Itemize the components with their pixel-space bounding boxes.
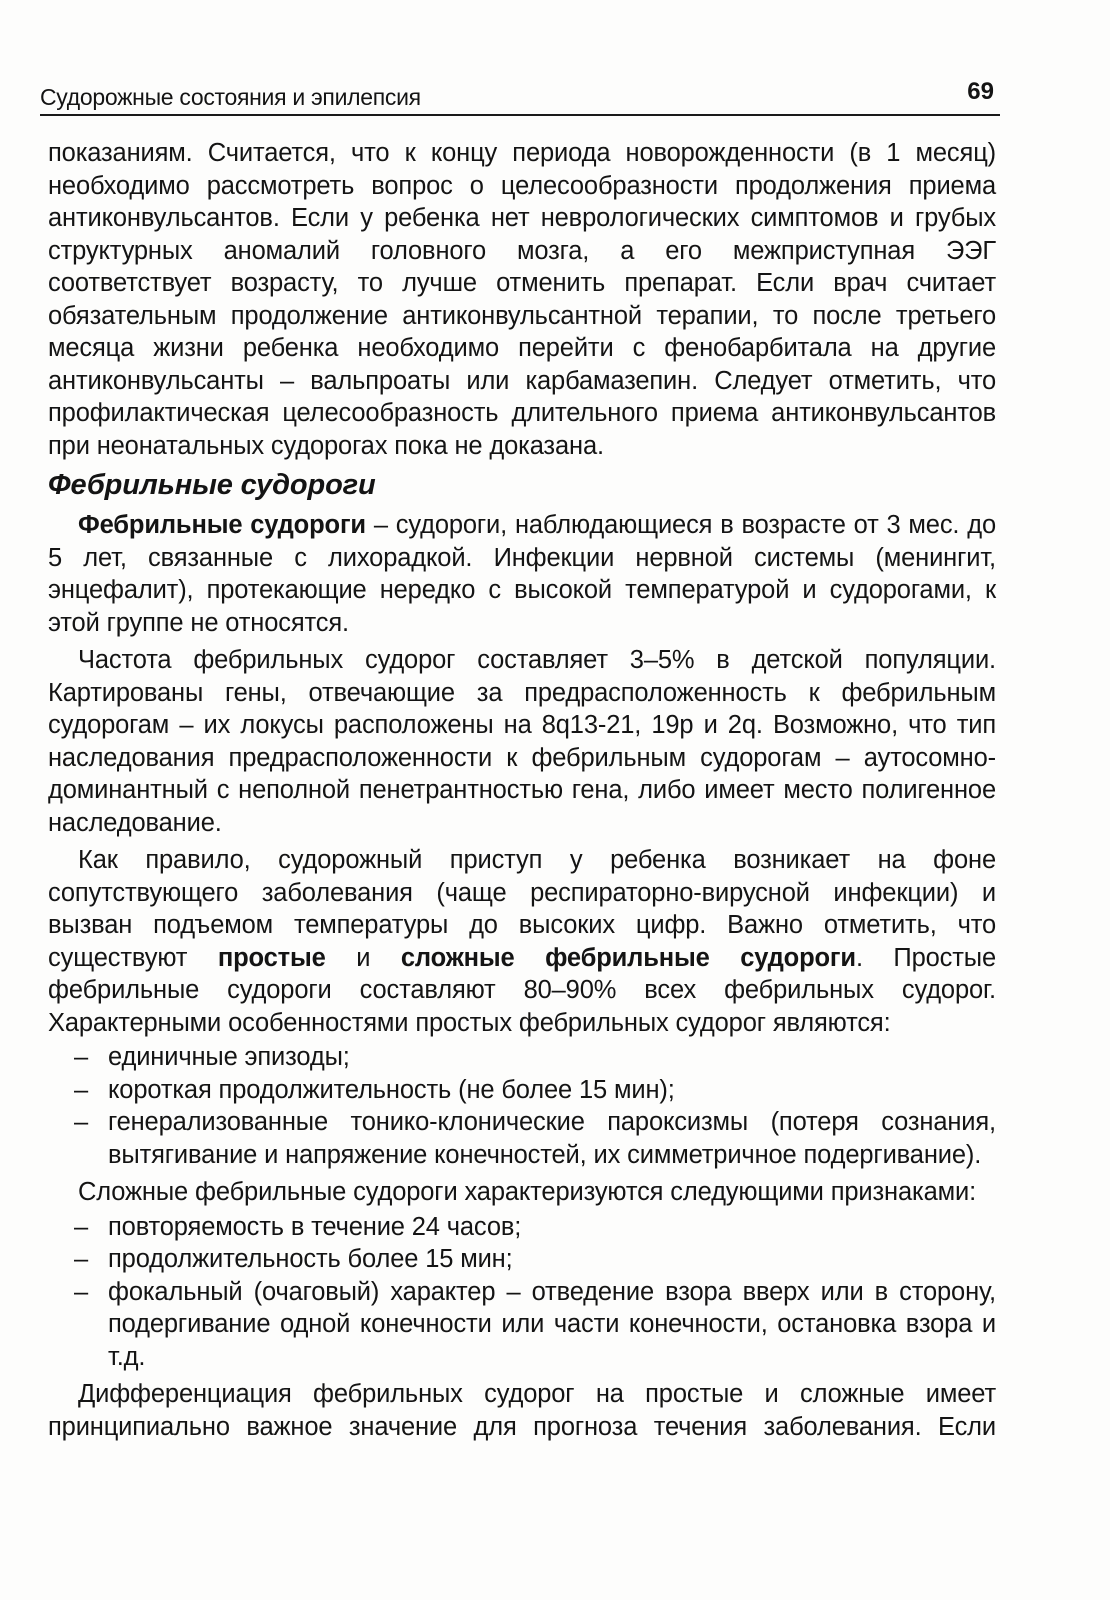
list-item: – генерализованные тонико-клонические пароксизмы (потеря сознания, вытягивание и напряжение конечностей, их симметричное подергивание). [48,1106,996,1171]
definition-text: – судороги, наблюдающиеся в возрасте от 3 мес. до 5 лет, связанные с лихорадкой. Инфекции нервной системы (менингит, энцефалит), протекающие нередко с высокой температурой и судорогами, к этой группе не относятся. [48,511,996,637]
list-item: – продолжительность более 15 мин; [48,1243,996,1276]
section-heading: Фебрильные судороги [48,469,376,501]
definition-paragraph [48,509,996,639]
term-complex: сложные фебрильные судороги [400,943,856,972]
list-item: – повторяемость в течение 24 часов; [48,1211,996,1244]
complex-intro-paragraph: Сложные фебрильные судороги характеризуются следующими признаками: [78,1178,977,1206]
running-header [40,78,1000,116]
mechanism-text: и [325,943,401,972]
definition-term: Фебрильные судороги [78,511,366,539]
list-item: – короткая продолжительность (не более 15 мин); [48,1074,996,1107]
term-simple: простые [217,943,326,972]
mechanism-paragraph [48,844,996,1039]
intro-paragraph: показаниям. Считается, что к концу периода новорожденности (в 1 месяц) необходимо рассмотреть вопрос о целесообразности продолжения приема антиконвульсантов. Если у ребенка нет неврологических симптомов и грубых структурных аномалий головного мозга, а его межприступная ЭЭГ соответствует возрасту, то лучше отменить препарат. Если врач считает обязательным продолжение антиконвульсантной терапии, то после третьего месяца жизни ребенка необходимо перейти с фенобарбитала на другие антиконвульсанты – вальпроаты или карбамазепин. Следует отметить, что профилактическая целесообразность длительного приема антиконвульсантов при неонатальных судорогах пока не доказана. [48,139,996,460]
frequency-paragraph: Частота фебрильных судорог составляет 3–5% в детской популяции. Картированы гены, отвечающие за предрасположенность к фебрильным судорогам – их локусы расположены на 8q13-21, 19p и 2q. Возможно, что тип наследования предрасположенности к фебрильным судорогам – аутосомно-доминантный с неполной пенетрантностью гена, либо имеет место полигенное наследование. [48,646,996,837]
mechanism-text: Как правило, судорожный приступ у ребенка возникает на фоне сопутствующего заболевания (чаще респираторно-вирусной инфекции) и вызван подъемом температуры до высоких цифр. Важно отметить, что существуют [48,846,996,972]
complex-features-list [48,1211,996,1374]
list-item: – фокальный (очаговый) характер – отведение взора вверх или в сторону, подергивание одной конечности или части конечности, остановка взора и т.д. [48,1276,996,1374]
running-title: Судорожные состояния и эпилепсия [40,84,421,110]
page-number: 69 [967,78,994,105]
list-item: – единичные эпизоды; [48,1041,996,1074]
simple-features-list [48,1041,996,1171]
closing-paragraph: Дифференциация фебрильных судорог на простые и сложные имеет принципиально важное значение для прогноза течения заболевания. Если [48,1380,996,1441]
page-body [48,137,996,1443]
mechanism-text: . Простые фебрильные судороги составляют 80–90% всех фебрильных судорог. Характерными особенностями простых фебрильных судорог являются: [48,943,997,1037]
